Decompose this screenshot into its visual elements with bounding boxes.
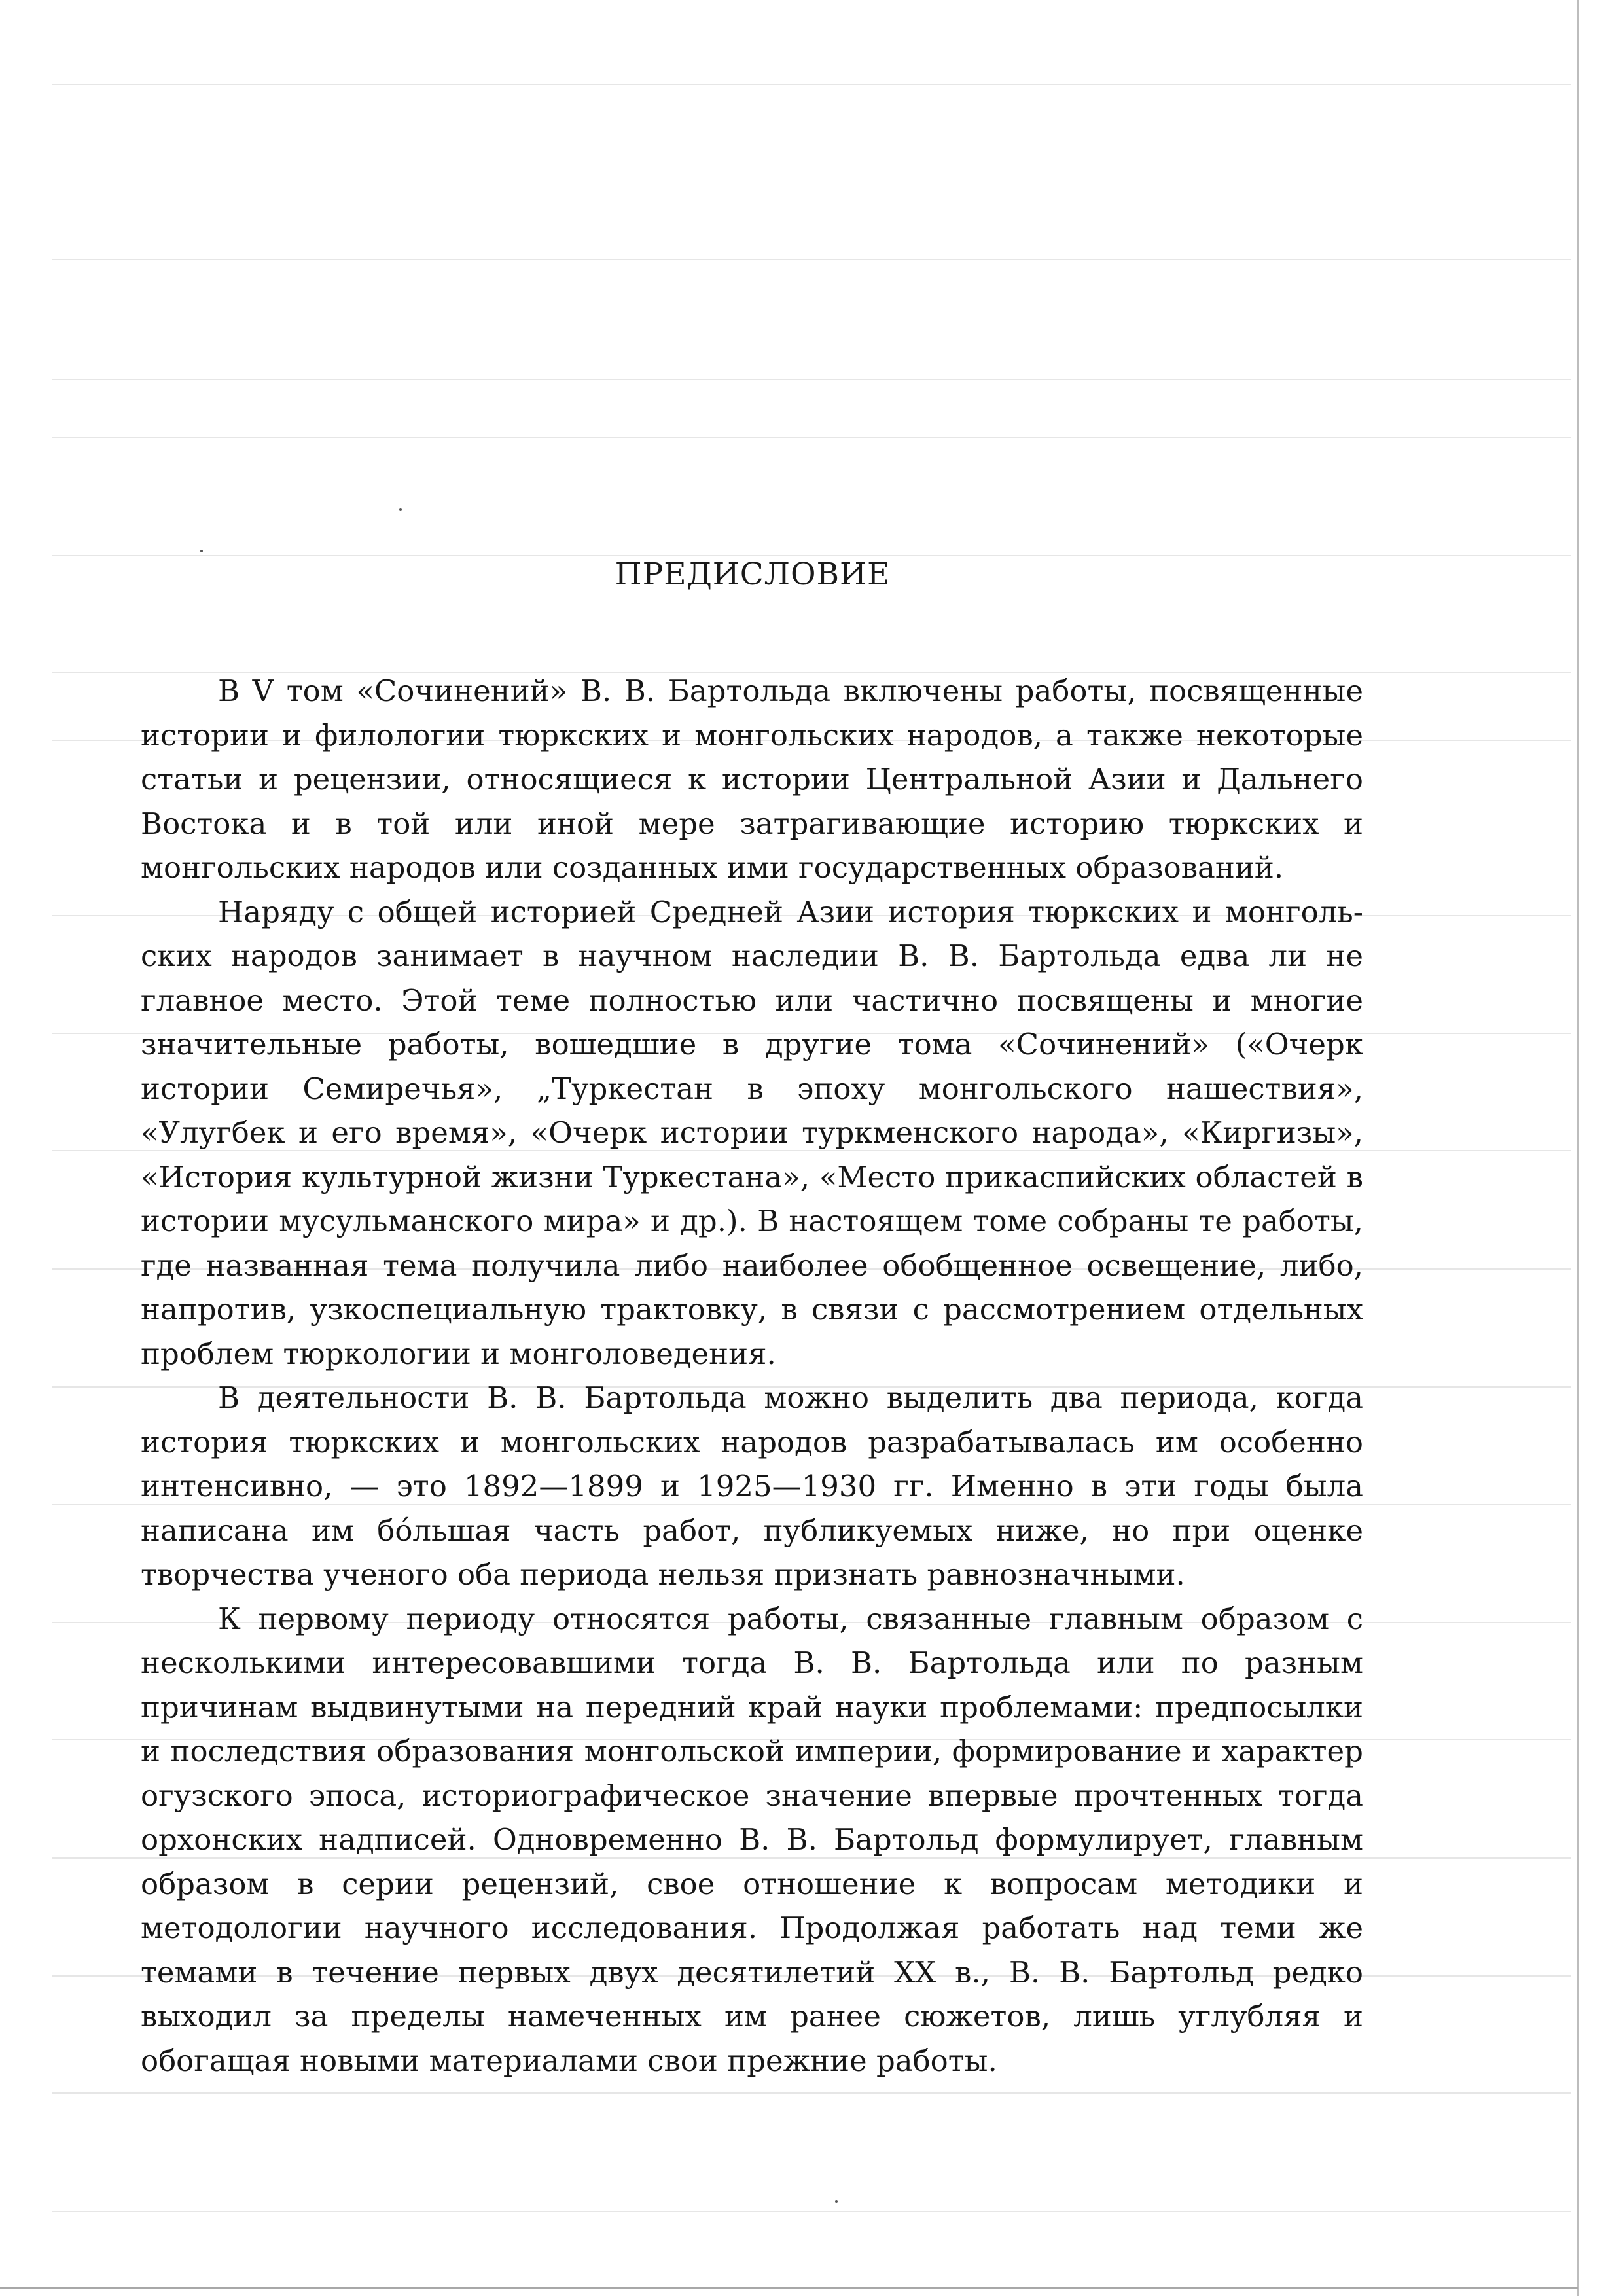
ruled-line [52,379,1571,380]
paragraph: Наряду с общей историей Средней Азии история тюркских и монгольских народов занимает в научном наследии В. В. Бартольда едва ли не главное место. Этой теме полностью или частично посвящены и многие значительные работы, вошедшие в другие тома «Сочинений» («Очерк истории Семиречья», „Туркестан в эпоху монгольского нашествия», «Улугбек и его время», «Очерк истории туркменского народа», «Киргизы», «История культурной жизни Туркестана», «Место прикаспийских областей в истории мусульманского мира» и др.). В настоящем томе собраны те работы, где названная тема получила либо наиболее обобщенное освещение, либо, напротив, узкоспециальную трактовку, в связи с рассмотрением отдельных проблем тюркологии и монголоведения. [141,894,1363,1371]
paragraph: В V том «Сочинений» В. В. Бартольда включены работы, посвященные истории и филологии тюркских и монгольских народов, а также некоторые статьи и рецензии, относящиеся к истории Центральной Азии и Дальнего Востока и в той или иной мере затрагивающие историю тюркских и монгольских народов или созданных ими государственных образований. [141,673,1363,885]
page-edge [1577,0,1579,2296]
ruled-line [52,84,1571,85]
page-title: ПРЕДИСЛОВИЕ [615,556,891,592]
scan-speck [835,2200,838,2203]
paragraph: К первому периоду относятся работы, связанные главным образом с несколькими интересовавшими тогда В. В. Бартольда или по разным причинам выдвинутыми на передний край науки проблемами: предпосылки и последствия образования монгольской империи, формирование и характер огузского эпоса, историографическое значение впервые прочтенных тогда орхонских надписей. Одновременно В. В. Бартольд формулирует, главным образом в серии рецензий, свое отношение к вопросам методики и методологии научного исследования. Продолжая работать над теми же темами в течение первых двух десятилетий XX в., В. В. Бартольд редко выходил за пределы намеченных им ранее сюжетов, лишь углубляя и обогащая новыми материалами свои прежние работы. [141,1601,1363,2078]
scan-speck [399,508,402,511]
ruled-line [52,2211,1571,2212]
scan-speck [200,550,203,552]
ruled-line [52,437,1571,438]
body-text [141,669,1363,2083]
ruled-line [52,259,1571,260]
page-bottom-edge [0,2287,1578,2289]
paragraph: В деятельности В. В. Бартольда можно выделить два периода, когда история тюркских и монгольских народов разрабатывалась им особенно интенсивно, — это 1892—1899 и 1925—1930 гг. Именно в эти годы была написана им бóльшая часть работ, публикуемых ниже, но при оценке творчества ученого оба периода нельзя признать равнозначными. [141,1380,1363,1592]
ruled-line [52,2092,1571,2094]
